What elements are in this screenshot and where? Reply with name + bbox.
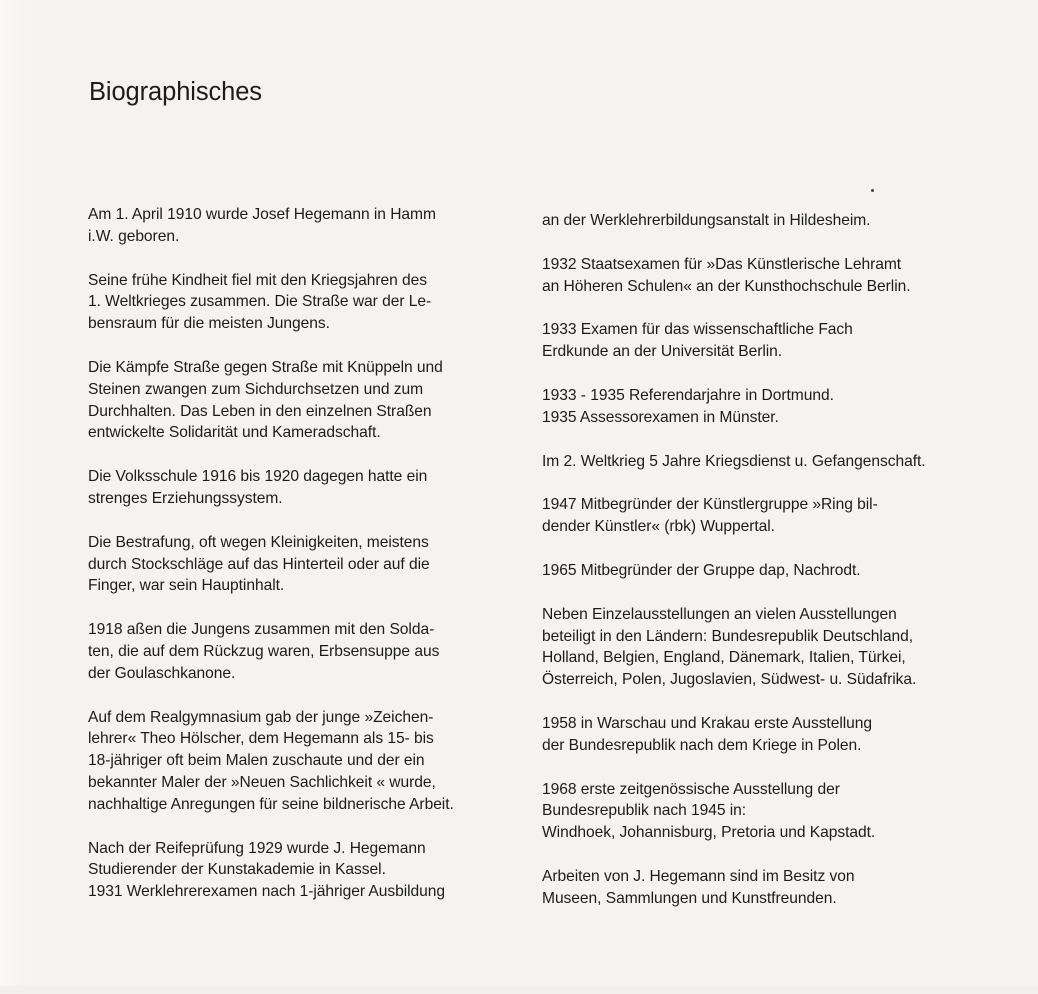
paragraph	[88, 466, 508, 510]
text-line: an der Werklehrerbildungsanstalt in Hildesheim.	[542, 212, 871, 229]
page-title: Biographisches	[89, 78, 262, 106]
text-line: 18-jähriger oft beim Malen zuschaute und der ein	[88, 752, 425, 770]
paragraph	[542, 779, 962, 844]
paragraph	[88, 357, 508, 444]
text-line: Bundesrepublik nach 1945 in:	[542, 802, 747, 820]
text-line: Die Bestrafung, oft wegen Kleinigkeiten, meistens	[88, 533, 429, 551]
paragraph	[542, 866, 962, 910]
text-line: ten, die auf dem Rückzug waren, Erbsensuppe aus	[88, 642, 440, 660]
text-line: an Höheren Schulen« an der Kunsthochschule Berlin.	[542, 277, 911, 295]
text-line: lehrer« Theo Hölscher, dem Hegemann als 15- bis	[88, 730, 434, 748]
paragraph	[88, 619, 508, 684]
text-line: Holland, Belgien, England, Dänemark, Italien, Türkei,	[542, 649, 906, 667]
paragraph	[542, 451, 962, 473]
text-line: Windhoek, Johannisburg, Pretoria und Kapstadt.	[542, 824, 876, 842]
text-line: 1931 Werklehrerexamen nach 1-jähriger Ausbildung	[88, 883, 446, 901]
text-line: 1947 Mitbegründer der Künstlergruppe »Ring bil-	[542, 496, 878, 514]
text-line: beteiligt in den Ländern: Bundesrepublik Deutschland,	[542, 627, 913, 645]
text-line: Erdkunde an der Universität Berlin.	[542, 343, 783, 361]
paragraph	[542, 319, 962, 363]
left-column	[88, 204, 508, 925]
scan-edge-left	[0, 0, 30, 994]
text-line: nachhaltige Anregungen für seine bildnerische Arbeit.	[88, 795, 454, 813]
paragraph	[88, 838, 508, 903]
text-line: Steinen zwangen zum Sichdurchsetzen und zum	[88, 380, 424, 398]
text-line: Nach der Reifeprüfung 1929 wurde J. Hegemann	[88, 839, 426, 857]
text-line: entwickelte Solidarität und Kameradschaft.	[88, 424, 381, 442]
paragraph	[542, 385, 962, 429]
text-line: Arbeiten von J. Hegemann sind im Besitz von	[542, 867, 855, 885]
text-line: Die Kämpfe Straße gegen Straße mit Knüppeln und	[88, 358, 443, 376]
text-line: Finger, war sein Hauptinhalt.	[88, 577, 285, 595]
text-line: 1932 Staatsexamen für »Das Künstlerische Lehramt	[542, 255, 902, 273]
text-line: durch Stockschläge auf das Hinterteil oder auf die	[88, 555, 430, 573]
scan-speck	[871, 189, 874, 192]
text-line: Museen, Sammlungen und Kunstfreunden.	[542, 889, 837, 907]
text-line: Im 2. Weltkrieg 5 Jahre Kriegsdienst u. Gefangenschaft.	[542, 452, 926, 470]
paragraph	[542, 560, 962, 582]
paragraph	[88, 204, 508, 248]
paragraph	[542, 210, 962, 232]
text-line: bekannter Maler der »Neuen Sachlichkeit « wurde,	[88, 773, 436, 791]
paragraph	[542, 494, 962, 538]
text-line: Neben Einzelausstellungen an vielen Ausstellungen	[542, 605, 897, 623]
right-column	[542, 210, 962, 932]
text-line: Auf dem Realgymnasium gab der junge »Zeichen-	[88, 708, 434, 726]
text-line: der Goulaschkanone.	[88, 664, 236, 682]
text-line: 1918 aßen die Jungens zusammen mit den Solda-	[88, 621, 435, 639]
scan-edge-bottom	[0, 986, 1038, 994]
paragraph	[542, 254, 962, 298]
paragraph	[542, 604, 962, 691]
paragraph	[88, 270, 508, 335]
text-line: Österreich, Polen, Jugoslavien, Südwest- u. Südafrika.	[542, 671, 917, 689]
text-line: 1958 in Warschau und Krakau erste Ausstellung	[542, 714, 873, 732]
text-line: 1933 - 1935 Referendarjahre in Dortmund.	[542, 386, 834, 404]
paragraph	[88, 532, 508, 597]
paragraph	[88, 707, 508, 816]
text-line: Durchhalten. Das Leben in den einzelnen Straßen	[88, 402, 432, 420]
text-line: Am 1. April 1910 wurde Josef Hegemann in Hamm	[88, 206, 436, 223]
text-line: i.W. geboren.	[88, 227, 180, 245]
paragraph	[542, 713, 962, 757]
text-line: 1968 erste zeitgenössische Ausstellung der	[542, 780, 840, 798]
text-line: dender Künstler« (rbk) Wuppertal.	[542, 518, 775, 536]
text-line: strenges Erziehungssystem.	[88, 489, 283, 507]
text-line: der Bundesrepublik nach dem Kriege in Polen.	[542, 736, 862, 754]
text-line: Seine frühe Kindheit fiel mit den Kriegsjahren des	[88, 271, 428, 289]
text-line: Die Volksschule 1916 bis 1920 dagegen hatte ein	[88, 468, 428, 486]
text-line: bensraum für die meisten Jungens.	[88, 315, 330, 333]
text-line: Studierender der Kunstakademie in Kassel.	[88, 861, 386, 879]
text-line: 1. Weltkrieges zusammen. Die Straße war der Le-	[88, 293, 432, 311]
text-line: 1965 Mitbegründer der Gruppe dap, Nachrodt.	[542, 561, 861, 579]
text-line: 1935 Assessorexamen in Münster.	[542, 408, 779, 426]
text-line: 1933 Examen für das wissenschaftliche Fach	[542, 321, 853, 339]
